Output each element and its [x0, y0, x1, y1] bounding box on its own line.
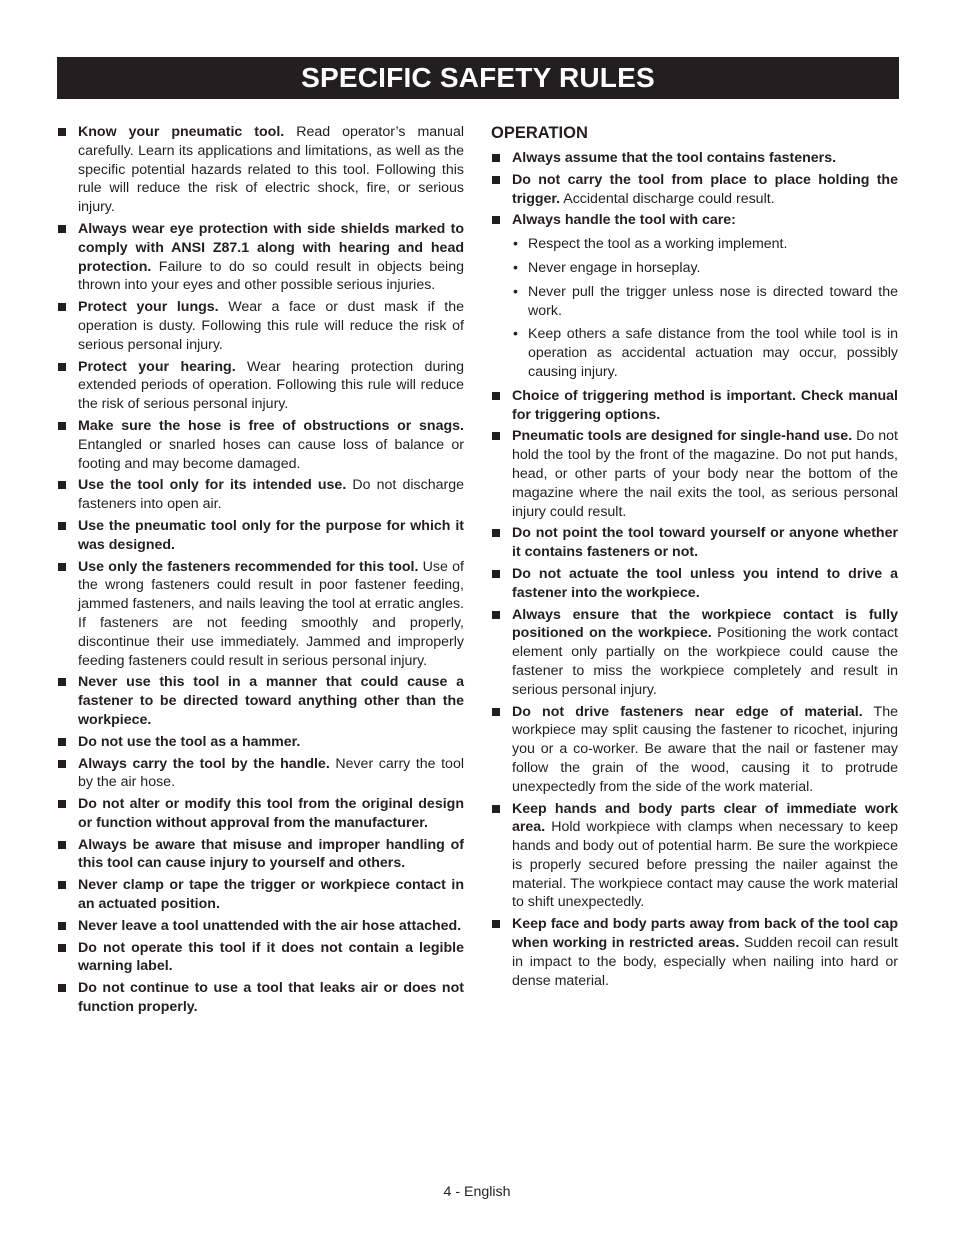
square-bullet-icon: [58, 363, 66, 371]
rule-bold-text: Keep face and body parts away from back of the tool cap when working in restricted areas.: [512, 916, 898, 952]
rule-item: [491, 387, 898, 425]
rule-body-text: Read operator’s manual carefully. Learn its applications and limitations, as well as the specific potential hazards related to this tool. Following this rule will reduce the risk of electric shock, fire, or serious injury.: [78, 124, 464, 216]
square-bullet-icon: [58, 738, 66, 746]
sub-list-item: [512, 325, 898, 381]
left-column: [57, 123, 464, 1020]
square-bullet-icon: [492, 176, 500, 184]
rule-body-text: Positioning the work contact element only partially on the workpiece could cause the fastener to miss the workpiece completely and result in serious personal injury.: [512, 625, 899, 698]
square-bullet-icon: [492, 570, 500, 578]
rule-bold-text: Do not use the tool as a hammer.: [78, 733, 301, 750]
rule-bold-text: Do not continue to use a tool that leaks air or does not function properly.: [78, 980, 464, 1016]
rule-body-text: Never carry the tool by the air hose.: [78, 755, 464, 791]
rule-bold-text: Do not carry the tool from place to place holding the trigger.: [512, 171, 898, 207]
square-bullet-icon: [58, 225, 66, 233]
square-bullet-icon: [492, 392, 500, 400]
rule-bold-text: Use the tool only for its intended use.: [78, 477, 347, 494]
rule-item: [57, 358, 464, 414]
square-bullet-icon: [58, 522, 66, 530]
page-title: SPECIFIC SAFETY RULES: [57, 57, 899, 99]
left-rules-list: [57, 123, 464, 1017]
square-bullet-icon: [492, 432, 500, 440]
rule-item: [491, 606, 898, 700]
rule-item: [491, 565, 898, 603]
sub-item-text: Never pull the trigger unless nose is directed toward the work.: [528, 283, 898, 319]
rule-bold-text: Do not point the tool toward yourself or anyone whether it contains fasteners or not.: [512, 525, 898, 561]
square-bullet-icon: [58, 800, 66, 808]
square-bullet-icon: [492, 529, 500, 537]
sub-list-item: [512, 283, 898, 321]
rule-item: [57, 558, 464, 671]
square-bullet-icon: [58, 481, 66, 489]
square-bullet-icon: [492, 920, 500, 928]
rule-bold-text: Protect your hearing.: [78, 358, 236, 375]
rule-body-text: Sudden recoil can result in impact to the body, especially when nailing into hard or dense material.: [512, 935, 898, 989]
rule-item: [491, 703, 898, 797]
sub-list-item: [512, 259, 898, 278]
rule-item: [491, 171, 898, 209]
rule-body-text: Hold workpiece with clamps when necessary to keep hands and body out of potential harm. Be sure the workpiece is properly secured before pressing the nailer against the material. The workpiece contact may cause the work material to shift unexpectedly.: [512, 819, 898, 911]
rule-bold-text: Make sure the hose is free of obstructions or snags.: [78, 417, 464, 434]
rule-item: [57, 220, 464, 295]
rule-item: [57, 836, 464, 874]
rule-bold-text: Always handle the tool with care:: [512, 212, 736, 229]
sub-item-text: Never engage in horseplay.: [528, 259, 701, 276]
square-bullet-icon: [58, 841, 66, 849]
rule-bold-text: Never use this tool in a manner that could cause a fastener to be directed toward anything other than the workpiece.: [78, 674, 464, 728]
rule-bold-text: Always wear eye protection with side shields marked to comply with ANSI Z87.1 along with hearing and head protection.: [78, 220, 464, 275]
rule-body-text: Use of the wrong fasteners could result in poor fastener feeding, jammed fasteners, and nails leaving the tool at erratic angles. If fasteners are not feeding smoothly and properly, discontinue their use immediately. Jammed and improperly feeding fasteners could result in serious personal injury.: [78, 558, 464, 669]
rule-item: [57, 917, 464, 936]
operation-rules-list-b: [491, 387, 898, 991]
right-column: [491, 123, 898, 993]
rule-item: [57, 123, 464, 217]
square-bullet-icon: [58, 303, 66, 311]
rule-item: [491, 149, 898, 168]
rule-item: [491, 915, 898, 990]
square-bullet-icon: [58, 760, 66, 768]
rule-body-text: Do not hold the tool by the front of the magazine. Do not put hands, head, or other parts of your body near the bottom of the magazine where the nail exits the tool, as serious personal injury could result.: [512, 428, 899, 520]
rule-item: [57, 417, 464, 473]
operation-rules-list-a: [491, 149, 898, 208]
rule-item: [57, 939, 464, 977]
rule-bold-text: Keep hands and body parts clear of immediate work area.: [512, 800, 898, 836]
rule-item: [491, 211, 898, 381]
rule-item: [491, 800, 898, 913]
dot-bullet-icon: •: [513, 283, 518, 300]
rule-item: [57, 673, 464, 729]
square-bullet-icon: [58, 422, 66, 430]
handle-sub-list: [512, 235, 898, 382]
rule-item: [57, 476, 464, 514]
sub-item-text: Keep others a safe distance from the tool while tool is in operation as accidental actuation may occur, possibly causing injury.: [528, 326, 898, 380]
rule-bold-text: Do not drive fasteners near edge of material.: [512, 703, 863, 720]
rule-body-text: Wear a face or dust mask if the operation is dusty. Following this rule will reduce the risk of serious personal injury.: [78, 299, 464, 353]
sub-item-text: Respect the tool as a working implement.: [528, 236, 788, 253]
rule-bold-text: Never leave a tool unattended with the air hose attached.: [78, 917, 462, 934]
rule-body-text: Accidental discharge could result.: [560, 190, 775, 207]
square-bullet-icon: [58, 678, 66, 686]
rule-bold-text: Always assume that the tool contains fasteners.: [512, 150, 837, 166]
rule-bold-text: Always be aware that misuse and improper handling of this tool can cause injury to yourself and others.: [78, 836, 464, 872]
rule-item: [57, 876, 464, 914]
rule-bold-text: Always carry the tool by the handle.: [78, 755, 330, 772]
square-bullet-icon: [492, 611, 500, 619]
rule-item: [491, 427, 898, 521]
square-bullet-icon: [58, 128, 66, 136]
square-bullet-icon: [58, 563, 66, 571]
rule-bold-text: Do not operate this tool if it does not contain a legible warning label.: [78, 939, 464, 975]
rule-item: [57, 795, 464, 833]
rule-bold-text: Protect your lungs.: [78, 299, 219, 316]
square-bullet-icon: [58, 984, 66, 992]
dot-bullet-icon: •: [513, 236, 518, 253]
rule-item: [57, 517, 464, 555]
dot-bullet-icon: •: [513, 259, 518, 276]
rule-body-text: Wear hearing protection during extended periods of operation. Following this rule will reduce the risk of serious personal injury.: [78, 358, 464, 413]
rule-item: [491, 524, 898, 562]
square-bullet-icon: [58, 944, 66, 952]
rule-body-text: The workpiece may split causing the fastener to ricochet, injuring you or a co-worker. Be aware that the nail or fastener may follow the grain of the wood, causing it to protrude unexpectedly from the side of the work material.: [512, 703, 899, 795]
rule-item: [57, 979, 464, 1017]
square-bullet-icon: [58, 881, 66, 889]
rule-bold-text: Choice of triggering method is important. Check manual for triggering options.: [512, 387, 898, 423]
rule-bold-text: Do not alter or modify this tool from the original design or function without approval from the manufacturer.: [78, 796, 464, 831]
rule-bold-text: Pneumatic tools are designed for single-hand use.: [512, 428, 853, 445]
page-footer: 4 - English: [443, 1184, 511, 1200]
handle-rule-list: [491, 211, 898, 381]
rule-body-text: Failure to do so could result in objects being thrown into your eyes and other possible serious injuries.: [78, 258, 464, 294]
rule-item: [57, 733, 464, 752]
rule-bold-text: Use the pneumatic tool only for the purpose for which it was designed.: [78, 517, 464, 553]
rule-bold-text: Use only the fasteners recommended for this tool.: [78, 558, 419, 575]
sub-list-item: [512, 235, 898, 254]
rule-bold-text: Never clamp or tape the trigger or workpiece contact in an actuated position.: [78, 877, 464, 913]
rule-bold-text: Do not actuate the tool unless you intend to drive a fastener into the workpiece.: [512, 565, 898, 601]
rule-body-text: Entangled or snarled hoses can cause loss of balance or footing and may become damaged.: [78, 436, 464, 472]
dot-bullet-icon: •: [513, 326, 518, 343]
operation-heading: OPERATION: [491, 124, 588, 142]
square-bullet-icon: [492, 216, 500, 224]
rule-bold-text: Always ensure that the workpiece contact is fully positioned on the workpiece.: [512, 606, 898, 642]
rule-item: [57, 755, 464, 793]
rule-bold-text: Know your pneumatic tool.: [78, 124, 285, 140]
square-bullet-icon: [492, 154, 500, 162]
square-bullet-icon: [58, 922, 66, 930]
rule-item: [57, 298, 464, 354]
square-bullet-icon: [492, 805, 500, 813]
rule-body-text: Do not discharge fasteners into open air.: [78, 477, 464, 513]
square-bullet-icon: [492, 708, 500, 716]
